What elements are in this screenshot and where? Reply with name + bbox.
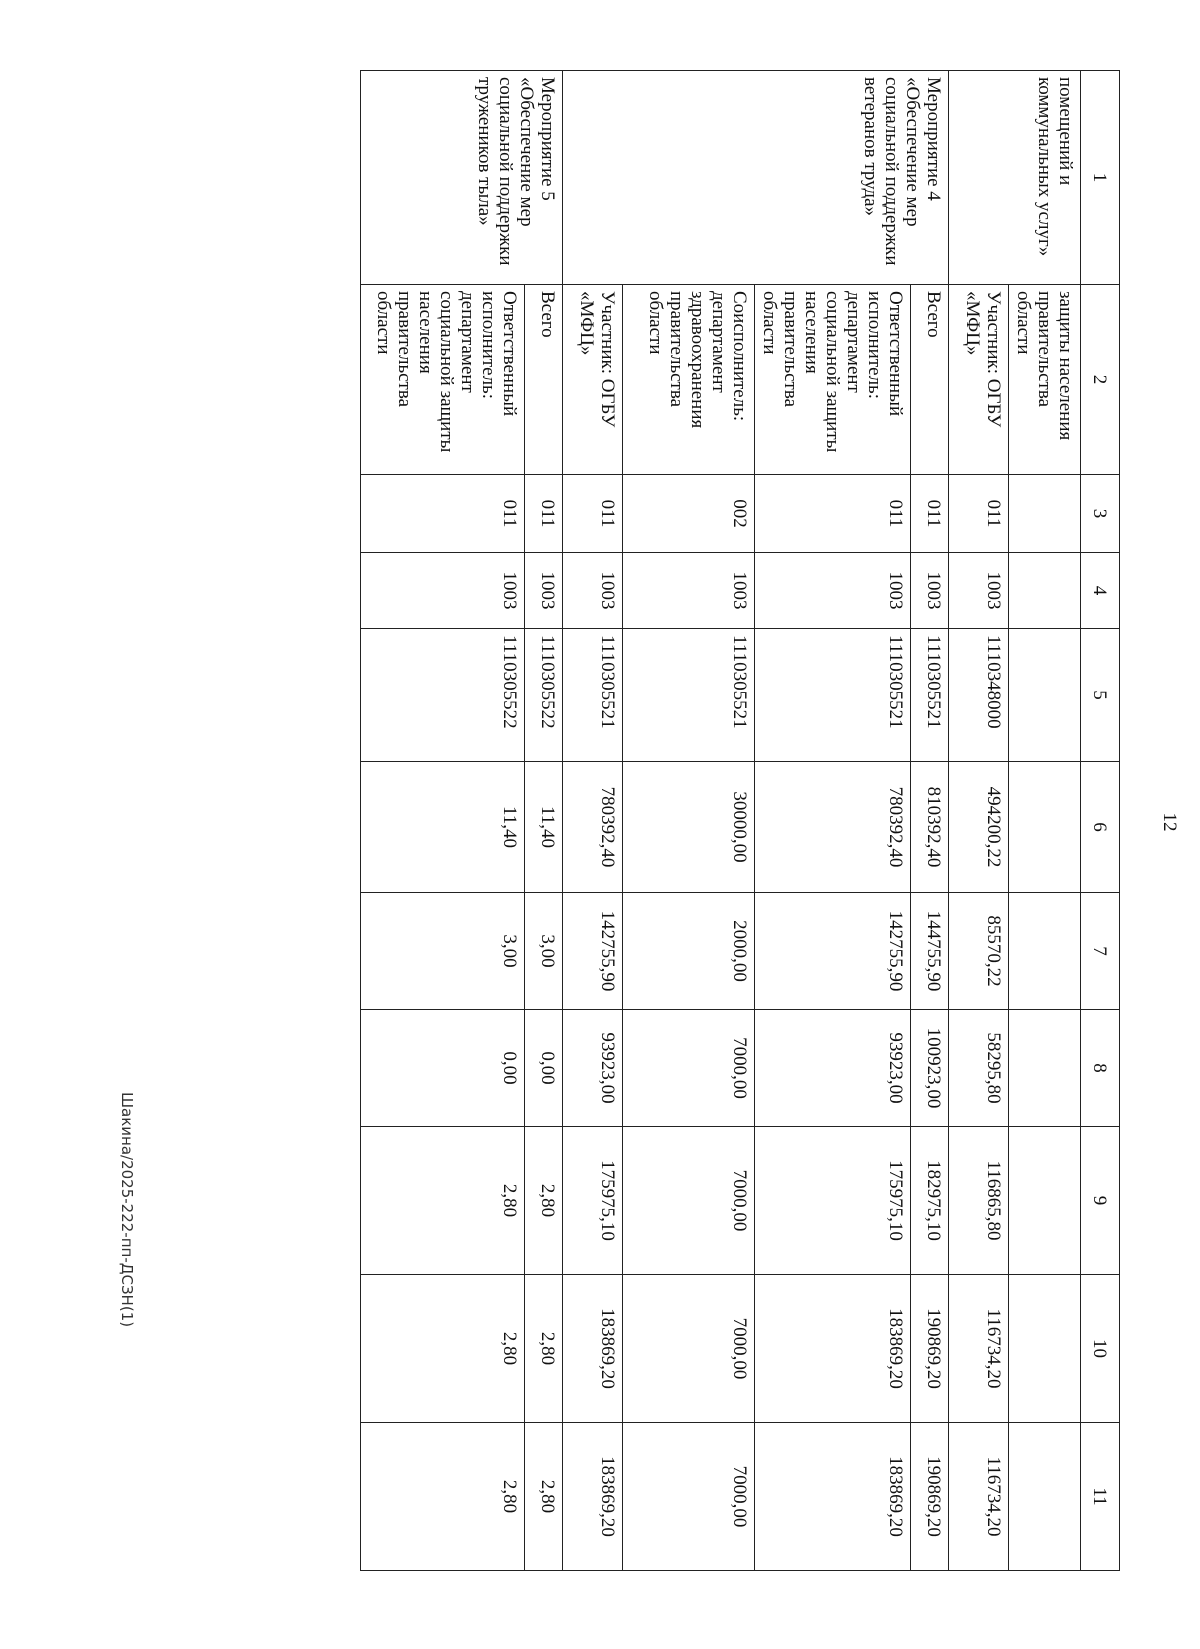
cell-year-4: 183869,20 [563, 1275, 623, 1423]
cell-total: 780392,40 [755, 762, 911, 893]
column-number: 10 [1081, 1275, 1120, 1423]
document-footer-id: Шакина/2025-222-пп-ДСЗН(1) [118, 1092, 136, 1328]
cell-year-5: 190869,20 [911, 1423, 949, 1571]
cell-year-1: 142755,90 [755, 893, 911, 1010]
column-number: 5 [1081, 629, 1120, 762]
column-number: 6 [1081, 762, 1120, 893]
cell-year-4: 2,80 [361, 1275, 525, 1423]
cell-year-1 [1009, 893, 1081, 1010]
rotated-page [100, 52, 1194, 1592]
cell-year-5: 2,80 [525, 1423, 563, 1571]
column-number: 3 [1081, 475, 1120, 553]
cell-csr: 1110305521 [755, 629, 911, 762]
executor-cell: Участник: ОГБУ «МФЦ» [949, 285, 1009, 475]
cell-year-4 [1009, 1275, 1081, 1423]
cell-year-2: 0,00 [361, 1010, 525, 1127]
cell-razdel: 1003 [525, 553, 563, 629]
measure-name: помещений и коммунальных услуг» [949, 71, 1081, 285]
cell-total: 810392,40 [911, 762, 949, 893]
cell-year-2: 7000,00 [623, 1010, 755, 1127]
column-number: 9 [1081, 1127, 1120, 1275]
cell-year-5: 7000,00 [623, 1423, 755, 1571]
cell-year-3: 116865,80 [949, 1127, 1009, 1275]
column-number: 7 [1081, 893, 1120, 1010]
measure-name: Мероприятие 5 «Обеспечение мер социальной поддержки тружеников тыла» [361, 71, 563, 285]
cell-year-4: 183869,20 [755, 1275, 911, 1423]
cell-year-3: 7000,00 [623, 1127, 755, 1275]
table-row [623, 71, 755, 1571]
executor-cell: Всего [911, 285, 949, 475]
cell-total [1009, 762, 1081, 893]
cell-year-1: 2000,00 [623, 893, 755, 1010]
cell-glava: 011 [949, 475, 1009, 553]
cell-year-5: 183869,20 [563, 1423, 623, 1571]
table-row [949, 71, 1009, 1571]
measure-name: Мероприятие 4 «Обеспечение мер социальной поддержки ветеранов труда» [563, 71, 949, 285]
cell-year-2: 93923,00 [755, 1010, 911, 1127]
table-row [525, 71, 563, 1571]
executor-cell: Всего [525, 285, 563, 475]
column-number: 1 [1081, 71, 1120, 285]
cell-year-1: 3,00 [525, 893, 563, 1010]
table-row [361, 71, 525, 1571]
cell-year-5: 116734,20 [949, 1423, 1009, 1571]
cell-year-2: 0,00 [525, 1010, 563, 1127]
table-row [911, 71, 949, 1571]
cell-year-5 [1009, 1423, 1081, 1571]
cell-total: 780392,40 [563, 762, 623, 893]
cell-csr: 1110305521 [623, 629, 755, 762]
cell-total: 11,40 [361, 762, 525, 893]
cell-year-3: 182975,10 [911, 1127, 949, 1275]
cell-year-1: 142755,90 [563, 893, 623, 1010]
executor-cell: Участник: ОГБУ «МФЦ» [563, 285, 623, 475]
cell-year-4: 2,80 [525, 1275, 563, 1423]
cell-year-3 [1009, 1127, 1081, 1275]
cell-year-3: 175975,10 [755, 1127, 911, 1275]
table-row [1009, 71, 1081, 1571]
cell-year-1: 85570,22 [949, 893, 1009, 1010]
cell-year-1: 144755,90 [911, 893, 949, 1010]
column-number: 11 [1081, 1423, 1120, 1571]
cell-razdel: 1003 [361, 553, 525, 629]
cell-year-4: 190869,20 [911, 1275, 949, 1423]
executor-cell: Ответственный исполнитель: департамент социальной защиты населения правительства области [755, 285, 911, 475]
cell-razdel: 1003 [563, 553, 623, 629]
cell-year-2: 93923,00 [563, 1010, 623, 1127]
page-number: 12 [1159, 812, 1180, 832]
cell-year-3: 2,80 [525, 1127, 563, 1275]
cell-total: 11,40 [525, 762, 563, 893]
executor-cell: Ответственный исполнитель: департамент социальной защиты населения правительства области [361, 285, 525, 475]
cell-year-5: 183869,20 [755, 1423, 911, 1571]
cell-glava: 011 [361, 475, 525, 553]
column-number: 8 [1081, 1010, 1120, 1127]
cell-year-2 [1009, 1010, 1081, 1127]
cell-year-5: 2,80 [361, 1423, 525, 1571]
cell-csr [1009, 629, 1081, 762]
cell-csr: 1110348000 [949, 629, 1009, 762]
cell-year-4: 116734,20 [949, 1275, 1009, 1423]
cell-csr: 1110305521 [911, 629, 949, 762]
cell-razdel [1009, 553, 1081, 629]
cell-total: 494200,22 [949, 762, 1009, 893]
cell-year-1: 3,00 [361, 893, 525, 1010]
cell-csr: 1110305522 [361, 629, 525, 762]
executor-cell: Соисполнитель: департамент здравоохранения правительства области [623, 285, 755, 475]
executor-cell: защиты населения правительства области [1009, 285, 1081, 475]
column-number: 4 [1081, 553, 1120, 629]
cell-csr: 1110305522 [525, 629, 563, 762]
cell-glava: 011 [911, 475, 949, 553]
cell-glava: 011 [525, 475, 563, 553]
cell-razdel: 1003 [623, 553, 755, 629]
cell-year-3: 2,80 [361, 1127, 525, 1275]
cell-glava: 011 [563, 475, 623, 553]
cell-razdel: 1003 [911, 553, 949, 629]
column-number-row [1081, 71, 1120, 1571]
table-row [755, 71, 911, 1571]
table-row [563, 71, 623, 1571]
cell-razdel: 1003 [755, 553, 911, 629]
cell-total: 30000,00 [623, 762, 755, 893]
cell-glava: 011 [755, 475, 911, 553]
cell-year-4: 7000,00 [623, 1275, 755, 1423]
budget-table [360, 70, 1120, 1571]
cell-year-3: 175975,10 [563, 1127, 623, 1275]
cell-glava [1009, 475, 1081, 553]
cell-year-2: 58295,80 [949, 1010, 1009, 1127]
cell-glava: 002 [623, 475, 755, 553]
cell-year-2: 100923,00 [911, 1010, 949, 1127]
column-number: 2 [1081, 285, 1120, 475]
cell-razdel: 1003 [949, 553, 1009, 629]
cell-csr: 1110305521 [563, 629, 623, 762]
